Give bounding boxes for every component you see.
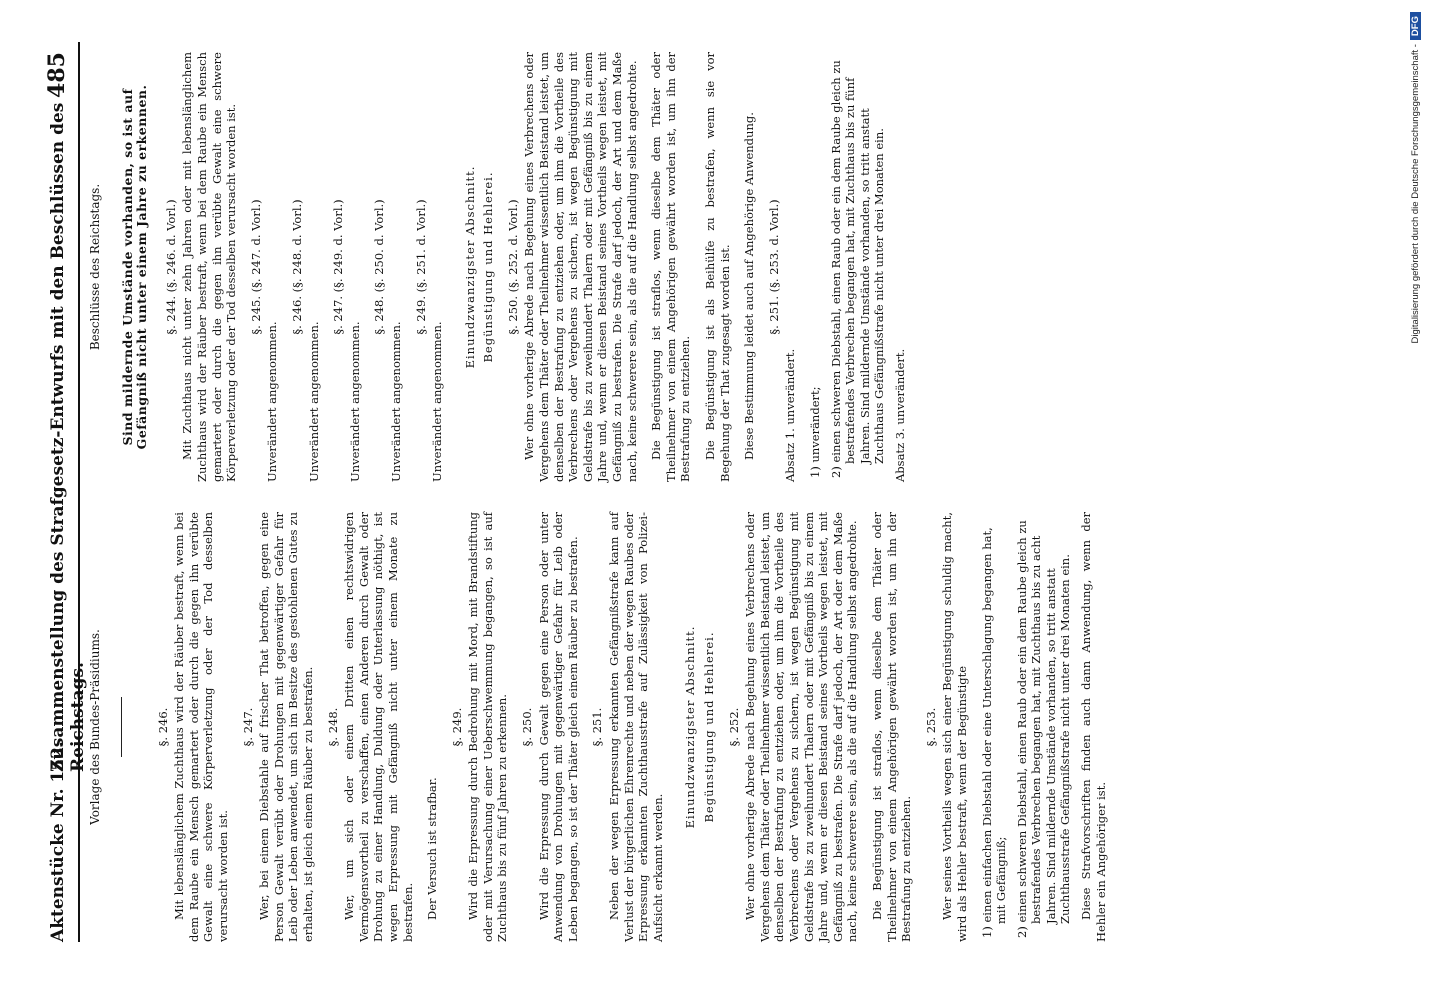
paragraph-text: Wer, bei einem Diebstahle auf frischer That betroffen, gegen eine Person Gewalt verübt oder Drohungen mit gegenwärtiger Gefahr für Leib oder Leben anwendet, um sich im Besitze des gestohlenen Gutes zu erhalten, ist gleich einem Räuber zu bestrafen.: [257, 512, 315, 942]
paragraph-reference: §. 244. (§. 246. d. Vorl.): [163, 199, 178, 335]
document-page: [30, 42, 1390, 942]
paragraph-number: §. 246.: [155, 707, 170, 747]
paragraph-reference: §. 248. (§. 250. d. Vorl.): [372, 199, 387, 335]
paragraph-text: Wer seines Vortheils wegen sich einer Begünstigung schuldig macht, wird als Hehler bestraft, wenn der Begünstigte: [940, 512, 969, 942]
paragraph-text: Unverändert angenommen.: [388, 321, 403, 482]
section-title: Einundzwanzigster Abschnitt.: [462, 165, 477, 369]
paragraph-reference: §. 247. (§. 249. d. Vorl.): [331, 199, 346, 335]
section-subtitle: Begünstigung und Hehlerei.: [702, 631, 716, 823]
paragraph-text: Mit lebenslänglichem Zuchthaus wird der Räuber bestraft, wenn bei dem Raube ein Mensch gemartert oder durch die gegen ihn verübte Gewalt eine schwere Körperverletzung oder der Tod desselben verursacht worden ist.: [172, 512, 230, 942]
paragraph-text: Die Begünstigung ist straflos, wenn dieselbe dem Thäter oder Theilnehmer von einem Angehörigen gewährt worden ist, um ihn der Bestrafung zu entziehen.: [869, 512, 914, 942]
paragraph-text: Absatz 3. unverändert.: [892, 348, 907, 482]
paragraph-text: Neben der wegen Erpressung erkannten Gefängnißstrafe kann auf Verlust der bürgerlichen Ehrenrechte und neben der wegen Raubes oder Erpressung erkannten Zuchthausstrafe auf Zulässigkeit von Polizei-Aufsicht erkannt werden.: [607, 512, 665, 942]
list-item: 2) einen schweren Diebstahl, einen Raub oder ein dem Raube gleich zu bestrafendes Verbrechen begangen hat, mit Zuchthaus bis zu acht Jahren. Sind mildernde Umstände vorhanden, so tritt anstatt Zuchthausstrafe Gefängnißstrafe nicht unter drei Monaten ein.: [1014, 520, 1073, 938]
document-number: Aktenstücke Nr. 152.: [48, 741, 68, 942]
paragraph-text: Wer ohne vorherige Abrede nach Begehung eines Verbrechens oder Vergehens dem Thäter oder Theilnehmer wissentlich Beistand leistet, um denselben der Bestrafung zu entziehen oder, um ihm die Vortheile des Verbrechens oder Vergehens zu sichern, ist wegen Begünstigung mit Geldstrafe bis zu zweihundert Thalern oder mit Gefängniß bis zu einem Jahre und, wenn er diesen Beistand seines Vortheils wegen leistet, mit Gefängniß zu bestrafen. Die Strafe darf jedoch, der Art und dem Maße nach, keine schwerere sein, als die auf die Handlung selbst angedrohte.: [522, 52, 639, 482]
paragraph-text: Unverändert angenommen.: [265, 321, 280, 482]
section-title: Einundzwanzigster Abschnitt.: [683, 625, 698, 829]
page-number: 485: [44, 52, 70, 98]
paragraph-text: Der Versuch ist strafbar.: [425, 777, 440, 920]
list-item: 1) einen einfachen Diebstahl oder eine Unterschlagung begangen hat, mit Gefängniß;: [979, 527, 1009, 938]
paragraph-number: §. 253.: [923, 707, 938, 747]
credit-line: [1410, 12, 1421, 992]
paragraph-text: Wer, um sich oder einem Dritten einen rechtswidrigen Vermögensvortheil zu verschaffen, einen Anderen durch Gewalt oder Drohung zu einer Handlung, Duldung oder Unterlassung nöthigt, ist wegen Erpressung mit Gefängniß nicht unter einem Monate zu bestrafen.: [342, 512, 415, 942]
paragraph-reference: §. 250. (§. 252. d. Vorl.): [505, 199, 520, 335]
paragraph-text: Absatz 1. unverändert.: [783, 348, 798, 482]
paragraph-reference: §. 251. (§. 253. d. Vorl.): [766, 199, 781, 335]
paragraph-number: §. 249.: [449, 707, 464, 747]
paragraph-text: Die Begünstigung ist straflos, wenn dieselbe dem Thäter oder Theilnehmer von einem Angehörigen gewährt worden ist, um ihn der Bestrafung zu entziehen.: [649, 52, 693, 482]
paragraph-reference: §. 245. (§. 247. d. Vorl.): [248, 199, 263, 335]
paragraph-text: Diese Strafvorschriften finden auch dann Anwendung, wenn der Hehler ein Angehöriger ist.: [1079, 512, 1108, 942]
paragraph-number: §. 248.: [325, 707, 340, 747]
paragraph-text: Wer ohne vorherige Abrede nach Begehung eines Verbrechens oder Vergehens dem Thäter oder Theilnehmer wissentlich Beistand leistet, um denselben der Bestrafung zu entziehen oder, um ihm die Vortheile des Verbrechens oder Vergehens zu sichern, ist wegen Begünstigung mit Geldstrafe bis zu zweihundert Thalern oder mit Gefängniß bis zu einem Jahre und, wenn er diesen Beistand seines Vortheils wegen leistet, mit Gefängniß zu bestrafen. Die Strafe darf jedoch, der Art oder dem Maße nach, keine schwerere sein, als die auf die Handlung selbst angedrohte.: [743, 512, 860, 942]
right-column-title: Beschlüsse des Reichstags.: [88, 183, 102, 351]
paragraph-text: Unverändert angenommen.: [347, 321, 362, 482]
paragraph-reference: §. 249. (§. 251. d. Vorl.): [413, 199, 428, 335]
left-column-title: Vorlage des Bundes-Präsidiums.: [88, 629, 102, 825]
paragraph-number: §. 250.: [520, 707, 535, 747]
paragraph-text: Mit Zuchthaus nicht unter zehn Jahren oder mit lebenslänglichem Zuchthaus wird der Räuber bestraft, wenn bei dem Raube ein Mensch gemartert oder durch die gegen ihn verübte Gewalt eine schwere Körperverletzung oder der Tod desselben verursacht worden ist.: [180, 52, 239, 482]
paragraph-number: §. 252.: [726, 707, 741, 747]
section-subtitle: Begünstigung und Hehlerei.: [481, 171, 496, 363]
credit-text: Digitalisierung gefördert durch die Deutsche Forschungsgemeinschaft -: [1410, 44, 1421, 344]
paragraph-number: §. 247.: [240, 707, 255, 747]
right-column: [88, 52, 918, 482]
paragraph-reference: §. 246. (§. 248. d. Vorl.): [289, 199, 304, 335]
paragraph-number: §. 251.: [590, 707, 605, 747]
paragraph-text: Unverändert angenommen.: [430, 321, 445, 482]
dfg-logo: DFG: [1410, 12, 1421, 40]
paragraph-text: Unverändert angenommen.: [306, 321, 321, 482]
left-column: [88, 512, 1118, 942]
bold-heading: Sind mildernde Umstände vorhanden, so ist auf Gefängniß nicht unter einem Jahre zu erkennen.: [119, 84, 150, 450]
list-item: 2) einen schweren Diebstahl, einen Raub oder ein dem Raube gleich zu bestrafendes Verbrechen begangen hat, mit Zuchthaus bis zu fünf Jahren. Sind mildernde Umstände vorhanden, so tritt anstatt Zuchthaus Gefängnißstrafe nicht unter drei Monaten ein.: [828, 60, 887, 478]
divider: [121, 697, 122, 757]
document-title: Zusammenstellung des Strafgesetz-Entwurfs mit den Beschlüssen des Reichstags.: [48, 102, 88, 772]
digitization-credit: [1410, 12, 1422, 992]
page-header: [30, 42, 88, 942]
paragraph-text: Wird die Erpressung durch Gewalt gegen eine Person oder unter Anwendung von Drohungen mit gegenwärtiger Gefahr für Leib oder Leben begangen, so ist der Thäter gleich einem Räuber zu bestrafen.: [536, 512, 580, 942]
paragraph-text: Diese Bestimmung leidet auch auf Angehörige Anwendung.: [742, 112, 757, 460]
list-item: 1) unverändert;: [807, 386, 822, 478]
paragraph-text: Wird die Erpressung durch Bedrohung mit Mord, mit Brandstiftung oder mit Verursachung einer Ueberschwemmung begangen, so ist auf Zuchthaus bis zu fünf Jahren zu erkennen.: [466, 512, 510, 942]
paragraph-text: Die Begünstigung ist als Beihülfe zu bestrafen, wenn sie vor Begehung der That zugesagt worden ist.: [703, 52, 732, 482]
